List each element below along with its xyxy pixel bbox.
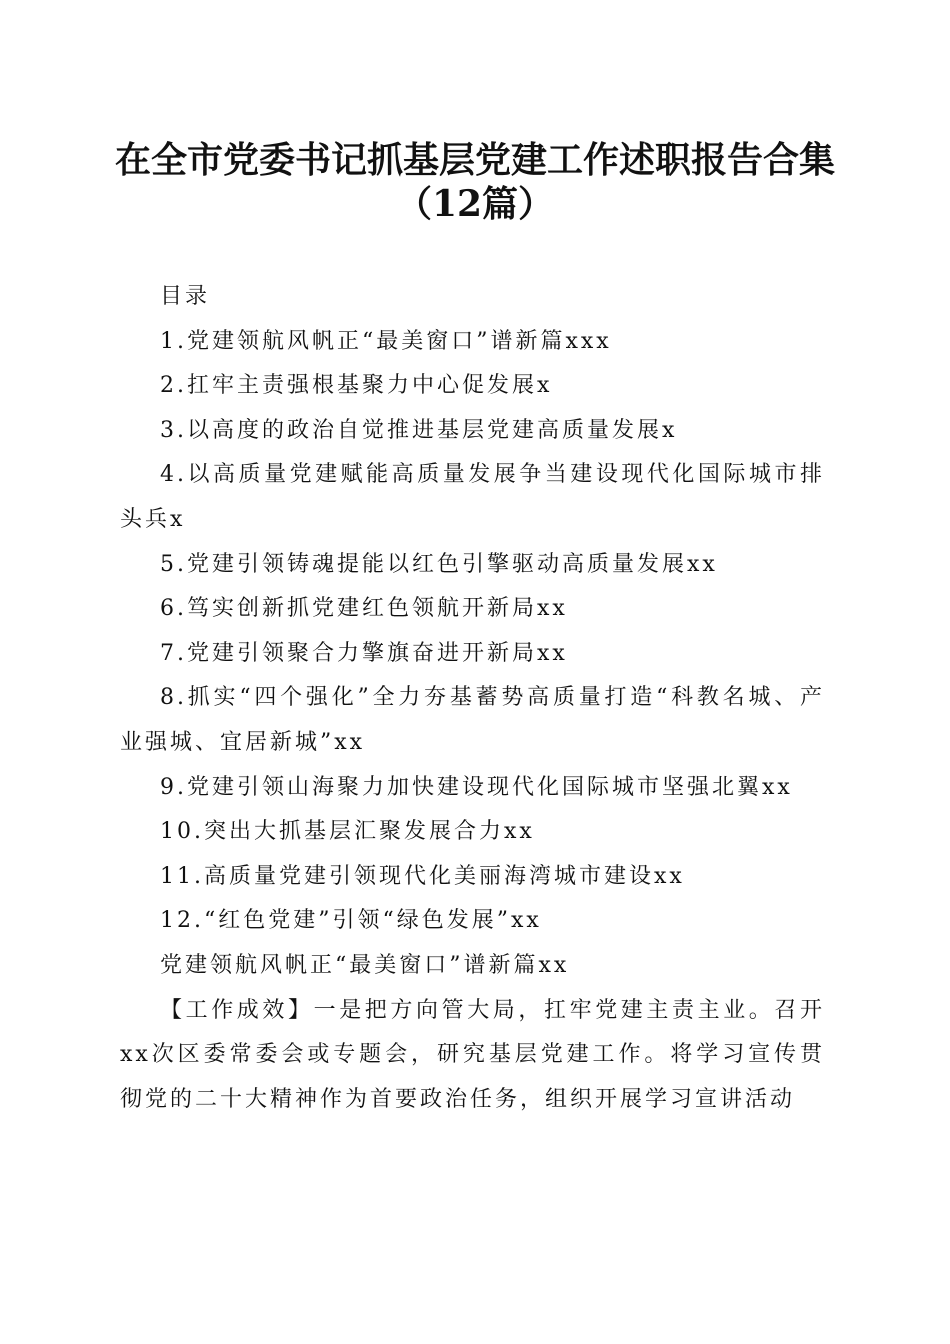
toc-item: 11.高质量党建引领现代化美丽海湾城市建设xx: [160, 863, 685, 889]
toc-item: 2.扛牢主责强根基聚力中心促发展x: [160, 373, 553, 399]
toc-item: 9.党建引领山海聚力加快建设现代化国际城市坚强北翼xx: [160, 774, 793, 800]
toc-item: 4.以高质量党建赋能高质量发展争当建设现代化国际城市排头兵x: [120, 462, 825, 532]
toc-item: 6.笃实创新抓党建红色领航开新局xx: [160, 596, 568, 622]
toc-item: 10.突出大抓基层汇聚发展合力xx: [160, 819, 535, 845]
toc-item: 3.以高度的政治自觉推进基层党建高质量发展x: [160, 417, 678, 443]
toc-item: 8.抓实“四个强化”全力夯基蓄势高质量打造“科教名城、产业强城、宜居新城”xx: [120, 685, 825, 755]
document-title: 在全市党委书记抓基层党建工作述职报告合集: [114, 139, 835, 181]
toc-item: 12.“红色党建”引领“绿色发展”xx: [160, 908, 542, 934]
toc-item: 1.党建领航风帆正“最美窗口”谱新篇xxx: [160, 328, 612, 354]
toc-heading: 目录: [160, 284, 211, 309]
toc-item: 5.党建引领铸魂提能以红色引擎驱动高质量发展xx: [160, 551, 718, 577]
document-body: [120, 275, 825, 1122]
body-paragraph: 【工作成效】一是把方向管大局，扛牢党建主责主业。召开xx次区委常委会或专题会，研究基层党建工作。将学习宣传贯彻党的二十大精神作为首要政治任务，组织开展学习宣讲活动: [120, 997, 825, 1112]
toc-item: 7.党建引领聚合力擎旗奋进开新局xx: [160, 640, 568, 666]
section-title: 党建领航风帆正“最美窗口”谱新篇xx: [160, 952, 570, 978]
document-title-count: （12篇）: [395, 183, 555, 225]
